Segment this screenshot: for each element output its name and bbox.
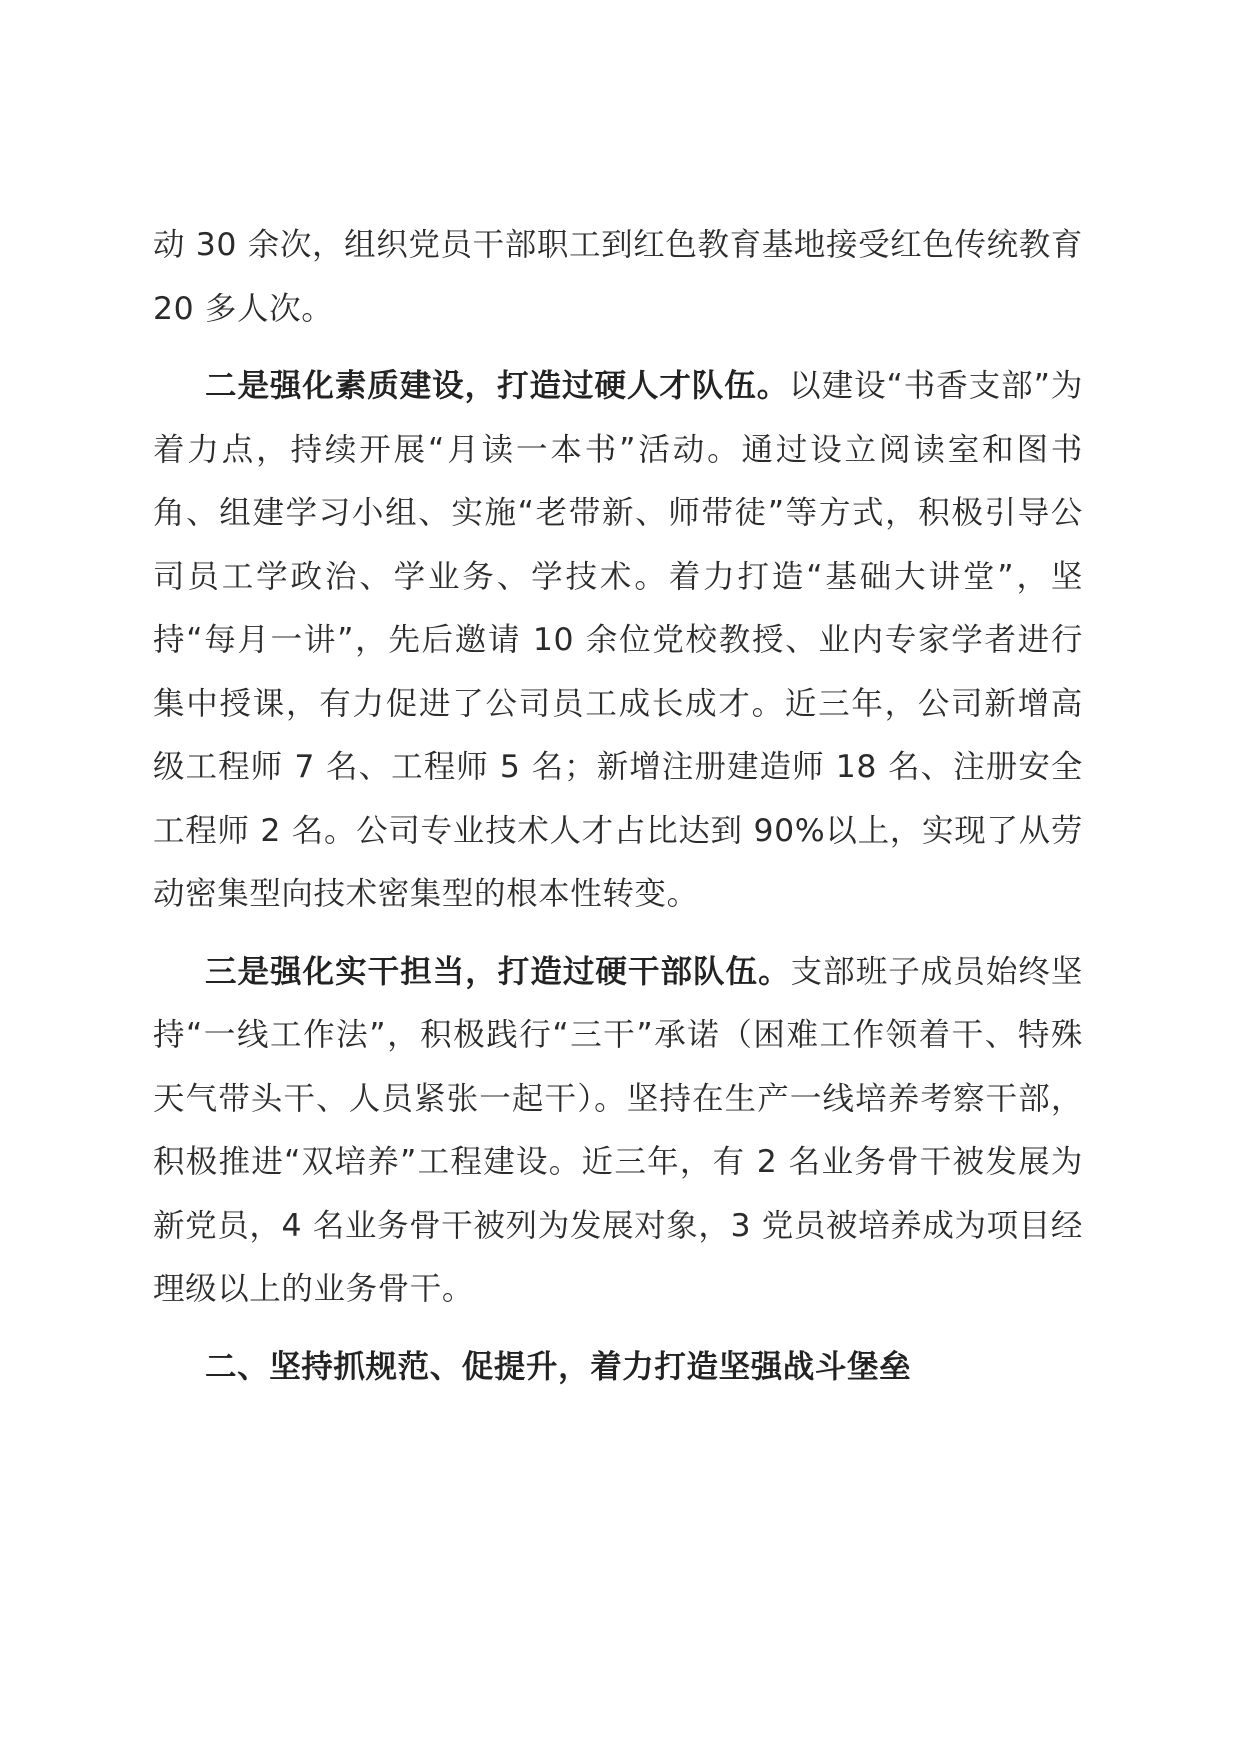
paragraph-continuation [153,214,1083,341]
section-heading: 二、坚持抓规范、促提升，着力打造坚强战斗堡垒 [205,1348,912,1385]
paragraph-text: 以建设“书香支部”为着力点，持续开展“月读一本书”活动。通过设立阅读室和图书角、组建学习小组、实施“老带新、师带徒”等方式，积极引导公司员工学政治、学业务、学技术。着力打造“基础大讲堂”，坚持“每月一讲”，先后邀请 10 余位党校教授、业内专家学者进行集中授课，有力促进了公司员工成长成才。近三年，公司新增高级工程师 7 名、工程师 5 名；新增注册建造师 18 名、注册安全工程师 2 名。公司专业技术人才占比达到 90%以上，实现了从劳动密集型向技术密集型的根本性转变。 [153,368,1083,912]
paragraph-lead: 三是强化实干担当，打造过硬干部队伍。 [205,953,791,990]
paragraph-text: 支部班子成员始终坚持“一线工作法”，积极践行“三干”承诺（困难工作领着干、特殊天气带头干、人员紧张一起干）。坚持在生产一线培养考察干部，积极推进“双培养”工程建设。近三年，有 2 名业务骨干被发展为新党员，4 名业务骨干被列为发展对象，3 党员被培养成为项目经理级以上的业务骨干。 [153,953,1083,1307]
paragraph-talent-team [153,355,1083,927]
paragraph-cadre-team [153,941,1083,1322]
document-body [153,214,1083,1399]
paragraph-lead: 二是强化素质建设，打造过硬人才队伍。 [205,368,790,404]
paragraph-text: 动 30 余次，组织党员干部职工到红色教育基地接受红色传统教育 20 多人次。 [153,227,1083,327]
